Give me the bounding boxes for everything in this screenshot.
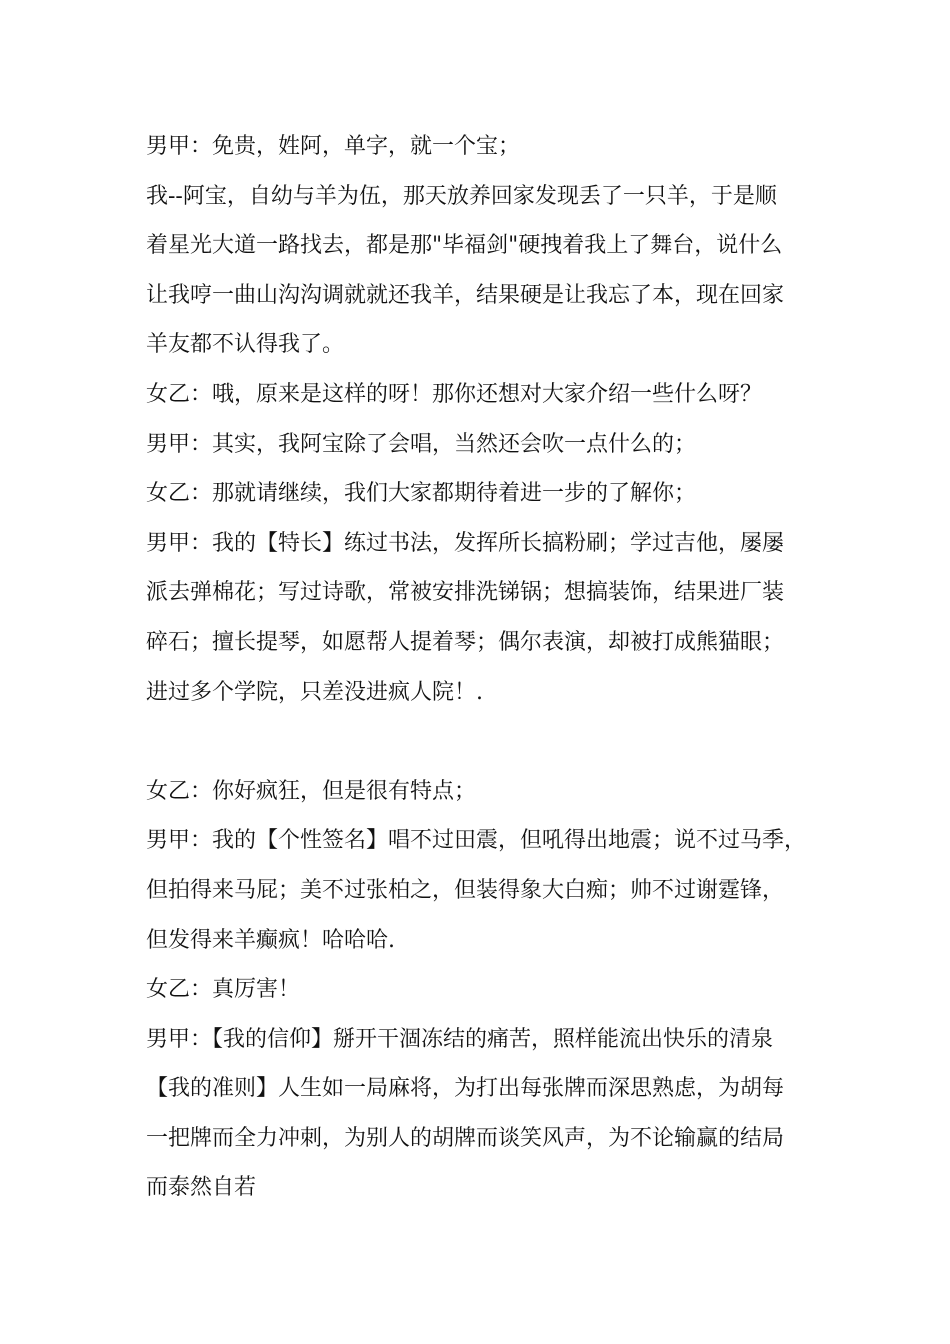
text-line: 一把牌而全力冲刺，为别人的胡牌而谈笑风声，为不论输赢的结局	[146, 1125, 785, 1151]
text-line: 进过多个学院，只差没进疯人院！.	[146, 679, 483, 705]
text-line: 男甲：其实，我阿宝除了会唱，当然还会吹一点什么的；	[146, 431, 697, 457]
text-line: 而泰然自若	[146, 1175, 257, 1201]
document-body	[146, 132, 818, 1223]
text-line: 女乙：哦，原来是这样的呀！那你还想对大家介绍一些什么呀？	[146, 381, 763, 407]
text-line: 男甲：我的【特长】练过书法，发挥所长搞粉刷；学过吉他，屡屡	[146, 530, 785, 556]
text-line: 碎石；擅长提琴，如愿帮人提着琴；偶尔表演，却被打成熊猫眼；	[146, 629, 785, 655]
text-line: 着星光大道一路找去，都是那"毕福剑"硬拽着我上了舞台，说什么	[146, 233, 783, 259]
text-line: 让我哼一曲山沟沟调就就还我羊，结果硬是让我忘了本，现在回家	[146, 282, 785, 308]
text-line: 派去弹棉花；写过诗歌，常被安排洗锑锅；想搞装饰，结果进厂装	[146, 580, 785, 606]
text-line: 女乙：那就请继续，我们大家都期待着进一步的了解你；	[146, 481, 697, 507]
text-line: 我--阿宝，自幼与羊为伍，那天放养回家发现丢了一只羊，于是顺	[146, 183, 777, 209]
text-line: 男甲：免贵，姓阿，单字，就一个宝；	[146, 134, 521, 159]
paragraph-gap	[146, 727, 818, 777]
text-line: 女乙：真厉害！	[146, 977, 301, 1003]
text-line: 男甲：【我的信仰】掰开干涸冻结的痛苦，照样能流出快乐的清泉	[146, 1026, 774, 1052]
text-line: 女乙：你好疯狂，但是很有特点；	[146, 778, 477, 804]
text-line: 但发得来羊癫疯！哈哈哈.	[146, 927, 395, 953]
text-line: 男甲：我的【个性签名】唱不过田震，但吼得出地震；说不过马季，	[146, 828, 807, 854]
text-line: 【我的准则】人生如一局麻将，为打出每张牌而深思熟虑，为胡每	[146, 1076, 785, 1102]
text-line: 羊友都不认得我了。	[146, 332, 345, 358]
text-line: 但拍得来马屁；美不过张柏之，但装得象大白痴；帅不过谢霆锋，	[146, 877, 785, 903]
